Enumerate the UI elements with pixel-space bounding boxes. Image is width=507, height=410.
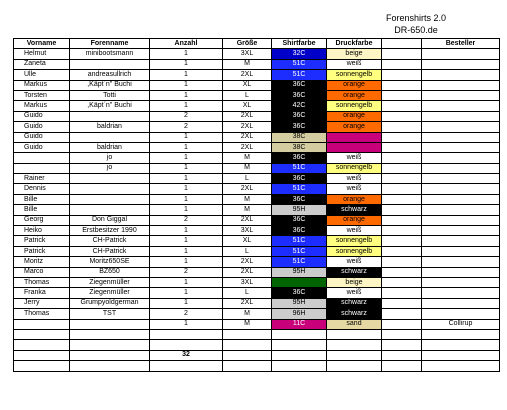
cell-anzahl: 1 bbox=[150, 277, 223, 287]
cell-groesse: M bbox=[223, 309, 272, 319]
cell-druckfarbe: weiß bbox=[327, 153, 382, 163]
cell-besteller bbox=[422, 298, 500, 308]
cell-forenname bbox=[70, 329, 150, 339]
cell-forenname bbox=[70, 205, 150, 215]
cell-anzahl: 1 bbox=[150, 288, 223, 298]
col-anzahl: Anzahl bbox=[150, 39, 223, 49]
table-row bbox=[14, 215, 500, 225]
cell-besteller bbox=[422, 132, 500, 142]
cell-shirtfarbe bbox=[272, 350, 327, 360]
cell-vorname: Georg bbox=[14, 215, 70, 225]
cell-vorname: Dennis bbox=[14, 184, 70, 194]
cell-druckfarbe: weiß bbox=[327, 59, 382, 69]
cell-empty bbox=[382, 236, 422, 246]
cell-anzahl bbox=[150, 340, 223, 350]
cell-vorname: Guido bbox=[14, 132, 70, 142]
cell-forenname: Totti bbox=[70, 90, 150, 100]
cell-anzahl: 1 bbox=[150, 226, 223, 236]
cell-druckfarbe bbox=[327, 361, 382, 371]
cell-empty bbox=[382, 215, 422, 225]
cell-druckfarbe: orange bbox=[327, 215, 382, 225]
cell-groesse: 2XL bbox=[223, 267, 272, 277]
table-row bbox=[14, 226, 500, 236]
cell-empty bbox=[382, 101, 422, 111]
cell-besteller bbox=[422, 163, 500, 173]
cell-forenname: minibootsmann bbox=[70, 49, 150, 59]
cell-empty bbox=[382, 163, 422, 173]
header-title: Forenshirts 2.0 bbox=[385, 13, 447, 23]
cell-groesse: 2XL bbox=[223, 257, 272, 267]
cell-groesse: 2XL bbox=[223, 111, 272, 121]
cell-anzahl: 2 bbox=[150, 111, 223, 121]
cell-groesse: L bbox=[223, 288, 272, 298]
cell-vorname: Rainer bbox=[14, 174, 70, 184]
table-row bbox=[14, 298, 500, 308]
cell-vorname: Zaneta bbox=[14, 59, 70, 69]
cell-shirtfarbe: 51C bbox=[272, 257, 327, 267]
cell-vorname: Guido bbox=[14, 111, 70, 121]
cell-groesse: M bbox=[223, 153, 272, 163]
cell-shirtfarbe bbox=[272, 361, 327, 371]
cell-empty bbox=[382, 277, 422, 287]
cell-vorname: Helmut bbox=[14, 49, 70, 59]
col-empty bbox=[382, 39, 422, 49]
cell-empty bbox=[382, 350, 422, 360]
cell-druckfarbe: schwarz bbox=[327, 267, 382, 277]
cell-besteller bbox=[422, 70, 500, 80]
cell-shirtfarbe: 36C bbox=[272, 194, 327, 204]
cell-druckfarbe: orange bbox=[327, 194, 382, 204]
cell-forenname bbox=[70, 340, 150, 350]
cell-anzahl: 1 bbox=[150, 319, 223, 329]
cell-empty bbox=[382, 184, 422, 194]
cell-druckfarbe: orange bbox=[327, 80, 382, 90]
cell-shirtfarbe: 36C bbox=[272, 226, 327, 236]
cell-shirtfarbe bbox=[272, 340, 327, 350]
cell-vorname: Patrick bbox=[14, 246, 70, 256]
cell-shirtfarbe: 36C bbox=[272, 80, 327, 90]
cell-besteller bbox=[422, 59, 500, 69]
cell-besteller bbox=[422, 49, 500, 59]
cell-shirtfarbe: 11C bbox=[272, 319, 327, 329]
cell-groesse: M bbox=[223, 59, 272, 69]
cell-forenname bbox=[70, 319, 150, 329]
cell-empty bbox=[382, 288, 422, 298]
cell-empty bbox=[382, 90, 422, 100]
cell-groesse: XL bbox=[223, 101, 272, 111]
cell-besteller bbox=[422, 111, 500, 121]
cell-druckfarbe: weiß bbox=[327, 257, 382, 267]
cell-empty bbox=[382, 205, 422, 215]
cell-druckfarbe bbox=[327, 329, 382, 339]
cell-shirtfarbe: 95H bbox=[272, 267, 327, 277]
cell-druckfarbe: weinrot bbox=[327, 132, 382, 142]
cell-empty bbox=[382, 226, 422, 236]
cell-besteller bbox=[422, 174, 500, 184]
header-subtitle: DR-650.de bbox=[394, 25, 438, 35]
cell-besteller bbox=[422, 236, 500, 246]
col-groesse: Größe bbox=[223, 39, 272, 49]
cell-groesse: 2XL bbox=[223, 142, 272, 152]
cell-groesse: 2XL bbox=[223, 298, 272, 308]
cell-druckfarbe: orange bbox=[327, 90, 382, 100]
cell-anzahl: 1 bbox=[150, 236, 223, 246]
cell-vorname: Jerry bbox=[14, 298, 70, 308]
cell-besteller bbox=[422, 80, 500, 90]
cell-groesse bbox=[223, 350, 272, 360]
cell-groesse: 2XL bbox=[223, 215, 272, 225]
cell-vorname: Markus bbox=[14, 80, 70, 90]
cell-shirtfarbe: 36C bbox=[272, 174, 327, 184]
cell-druckfarbe: weinrot bbox=[327, 142, 382, 152]
cell-forenname: Don Giggal bbox=[70, 215, 150, 225]
cell-anzahl bbox=[150, 329, 223, 339]
cell-vorname: Bille bbox=[14, 194, 70, 204]
cell-besteller bbox=[422, 153, 500, 163]
cell-forenname: jo bbox=[70, 153, 150, 163]
cell-empty bbox=[382, 340, 422, 350]
cell-shirtfarbe: 36C bbox=[272, 111, 327, 121]
cell-besteller bbox=[422, 277, 500, 287]
cell-shirtfarbe: 51C bbox=[272, 59, 327, 69]
cell-besteller bbox=[422, 142, 500, 152]
cell-druckfarbe: sonnengelb bbox=[327, 236, 382, 246]
cell-forenname bbox=[70, 350, 150, 360]
table-row bbox=[14, 184, 500, 194]
cell-anzahl: 1 bbox=[150, 153, 223, 163]
cell-druckfarbe: sonnengelb bbox=[327, 70, 382, 80]
cell-anzahl: 1 bbox=[150, 246, 223, 256]
cell-druckfarbe bbox=[327, 340, 382, 350]
cell-groesse: 3XL bbox=[223, 277, 272, 287]
cell-shirtfarbe: 95H bbox=[272, 298, 327, 308]
cell-forenname: andreasullrich bbox=[70, 70, 150, 80]
table-row bbox=[14, 329, 500, 339]
table-row bbox=[14, 309, 500, 319]
cell-anzahl: 2 bbox=[150, 215, 223, 225]
table-row bbox=[14, 277, 500, 287]
cell-anzahl: 1 bbox=[150, 70, 223, 80]
cell-forenname: CH-Patrick bbox=[70, 246, 150, 256]
cell-besteller bbox=[422, 288, 500, 298]
table-row bbox=[14, 59, 500, 69]
cell-anzahl: 1 bbox=[150, 298, 223, 308]
cell-besteller bbox=[422, 257, 500, 267]
cell-empty bbox=[382, 132, 422, 142]
cell-shirtfarbe: 32C bbox=[272, 49, 327, 59]
table-row bbox=[14, 132, 500, 142]
cell-besteller bbox=[422, 361, 500, 371]
cell-anzahl: 1 bbox=[150, 90, 223, 100]
cell-forenname bbox=[70, 174, 150, 184]
table-row bbox=[14, 340, 500, 350]
cell-vorname: Marco bbox=[14, 267, 70, 277]
cell-groesse: 3XL bbox=[223, 226, 272, 236]
cell-vorname: Thomas bbox=[14, 277, 70, 287]
cell-anzahl: 1 bbox=[150, 184, 223, 194]
cell-empty bbox=[382, 153, 422, 163]
cell-shirtfarbe: 38C bbox=[272, 132, 327, 142]
cell-anzahl: 2 bbox=[150, 309, 223, 319]
cell-groesse: 2XL bbox=[223, 70, 272, 80]
cell-groesse: L bbox=[223, 174, 272, 184]
cell-forenname bbox=[70, 111, 150, 121]
cell-groesse: 2XL bbox=[223, 132, 272, 142]
cell-anzahl: 1 bbox=[150, 59, 223, 69]
cell-besteller bbox=[422, 90, 500, 100]
cell-druckfarbe: sonnengelb bbox=[327, 101, 382, 111]
order-table bbox=[13, 38, 500, 372]
table-row bbox=[14, 174, 500, 184]
cell-anzahl: 1 bbox=[150, 80, 223, 90]
cell-anzahl: 1 bbox=[150, 101, 223, 111]
table-row bbox=[14, 236, 500, 246]
cell-anzahl: 2 bbox=[150, 122, 223, 132]
cell-forenname bbox=[70, 184, 150, 194]
table-row bbox=[14, 90, 500, 100]
cell-vorname: Torsten bbox=[14, 90, 70, 100]
cell-anzahl: 32 bbox=[150, 350, 223, 360]
cell-forenname: jo bbox=[70, 163, 150, 173]
cell-empty bbox=[382, 257, 422, 267]
cell-empty bbox=[382, 267, 422, 277]
cell-anzahl: 1 bbox=[150, 132, 223, 142]
cell-groesse: 2XL bbox=[223, 184, 272, 194]
cell-forenname: Moritz650SE bbox=[70, 257, 150, 267]
cell-druckfarbe: schwarz bbox=[327, 309, 382, 319]
cell-besteller bbox=[422, 350, 500, 360]
cell-shirtfarbe: 51C bbox=[272, 163, 327, 173]
col-forenname: Forenname bbox=[70, 39, 150, 49]
cell-anzahl: 1 bbox=[150, 49, 223, 59]
cell-besteller bbox=[422, 329, 500, 339]
cell-besteller bbox=[422, 101, 500, 111]
cell-besteller bbox=[422, 246, 500, 256]
table-header-row bbox=[14, 39, 500, 49]
cell-anzahl: 1 bbox=[150, 163, 223, 173]
cell-besteller bbox=[422, 122, 500, 132]
table-row bbox=[14, 246, 500, 256]
cell-groesse: M bbox=[223, 205, 272, 215]
cell-besteller bbox=[422, 267, 500, 277]
cell-empty bbox=[382, 80, 422, 90]
cell-forenname: Ziegenmüller bbox=[70, 288, 150, 298]
cell-druckfarbe: weiß bbox=[327, 288, 382, 298]
cell-vorname bbox=[14, 340, 70, 350]
cell-empty bbox=[382, 194, 422, 204]
cell-druckfarbe: orange bbox=[327, 111, 382, 121]
cell-shirtfarbe: 51C bbox=[272, 184, 327, 194]
cell-groesse bbox=[223, 340, 272, 350]
cell-vorname: Guido bbox=[14, 122, 70, 132]
cell-anzahl bbox=[150, 361, 223, 371]
cell-shirtfarbe: 51C bbox=[272, 246, 327, 256]
cell-forenname: Ziegenmüller bbox=[70, 277, 150, 287]
table-row bbox=[14, 142, 500, 152]
table-row bbox=[14, 288, 500, 298]
cell-vorname bbox=[14, 361, 70, 371]
cell-empty bbox=[382, 142, 422, 152]
cell-vorname bbox=[14, 350, 70, 360]
cell-anzahl: 1 bbox=[150, 205, 223, 215]
table-row bbox=[14, 361, 500, 371]
table-row bbox=[14, 267, 500, 277]
cell-besteller bbox=[422, 205, 500, 215]
cell-vorname bbox=[14, 319, 70, 329]
table-row bbox=[14, 163, 500, 173]
cell-vorname: Heiko bbox=[14, 226, 70, 236]
cell-empty bbox=[382, 59, 422, 69]
table-row bbox=[14, 111, 500, 121]
cell-shirtfarbe: 51C bbox=[272, 70, 327, 80]
cell-groesse: M bbox=[223, 319, 272, 329]
table-row bbox=[14, 205, 500, 215]
cell-druckfarbe: schwarz bbox=[327, 205, 382, 215]
cell-vorname: Guido bbox=[14, 142, 70, 152]
cell-forenname: baldrian bbox=[70, 122, 150, 132]
cell-groesse bbox=[223, 361, 272, 371]
cell-forenname bbox=[70, 361, 150, 371]
cell-shirtfarbe: 36C bbox=[272, 90, 327, 100]
cell-groesse: L bbox=[223, 246, 272, 256]
cell-anzahl: 1 bbox=[150, 194, 223, 204]
cell-shirtfarbe: 38C bbox=[272, 142, 327, 152]
cell-druckfarbe: weiß bbox=[327, 174, 382, 184]
cell-groesse: M bbox=[223, 194, 272, 204]
cell-forenname bbox=[70, 59, 150, 69]
cell-vorname: Ulle bbox=[14, 70, 70, 80]
cell-shirtfarbe: 36C bbox=[272, 288, 327, 298]
cell-empty bbox=[382, 361, 422, 371]
cell-shirtfarbe: 96H bbox=[272, 309, 327, 319]
cell-anzahl: 1 bbox=[150, 174, 223, 184]
cell-shirtfarbe: 36C bbox=[272, 153, 327, 163]
cell-shirtfarbe: 36C bbox=[272, 122, 327, 132]
cell-besteller bbox=[422, 340, 500, 350]
cell-anzahl: 1 bbox=[150, 257, 223, 267]
cell-empty bbox=[382, 111, 422, 121]
cell-vorname: Bille bbox=[14, 205, 70, 215]
cell-druckfarbe bbox=[327, 350, 382, 360]
table-row bbox=[14, 319, 500, 329]
cell-forenname: baldrian bbox=[70, 142, 150, 152]
cell-besteller bbox=[422, 194, 500, 204]
cell-anzahl: 2 bbox=[150, 267, 223, 277]
cell-forenname: BZ650 bbox=[70, 267, 150, 277]
cell-empty bbox=[382, 246, 422, 256]
cell-druckfarbe: sand bbox=[327, 319, 382, 329]
cell-groesse: L bbox=[223, 90, 272, 100]
cell-empty bbox=[382, 49, 422, 59]
cell-shirtfarbe: 95H bbox=[272, 205, 327, 215]
cell-anzahl: 1 bbox=[150, 142, 223, 152]
cell-shirtfarbe: 51C bbox=[272, 236, 327, 246]
cell-groesse bbox=[223, 329, 272, 339]
cell-forenname: Erstbesitzer 1990 bbox=[70, 226, 150, 236]
cell-besteller bbox=[422, 215, 500, 225]
cell-druckfarbe: weiß bbox=[327, 184, 382, 194]
cell-shirtfarbe: 42C bbox=[272, 101, 327, 111]
cell-shirtfarbe: 36C bbox=[272, 215, 327, 225]
cell-forenname: Grumpyoldgerman bbox=[70, 298, 150, 308]
cell-vorname: Patrick bbox=[14, 236, 70, 246]
cell-forenname: ,Käpt´n" Buchi bbox=[70, 80, 150, 90]
cell-druckfarbe: beige bbox=[327, 277, 382, 287]
cell-groesse: 3XL bbox=[223, 49, 272, 59]
cell-besteller bbox=[422, 226, 500, 236]
cell-empty bbox=[382, 309, 422, 319]
cell-groesse: XL bbox=[223, 80, 272, 90]
cell-empty bbox=[382, 174, 422, 184]
cell-besteller: Collirup bbox=[422, 319, 500, 329]
cell-forenname bbox=[70, 194, 150, 204]
cell-besteller bbox=[422, 309, 500, 319]
table-row bbox=[14, 49, 500, 59]
cell-vorname bbox=[14, 163, 70, 173]
table-row bbox=[14, 101, 500, 111]
cell-besteller bbox=[422, 184, 500, 194]
cell-vorname bbox=[14, 329, 70, 339]
cell-forenname: CH-Patrick bbox=[70, 236, 150, 246]
cell-empty bbox=[382, 70, 422, 80]
cell-vorname bbox=[14, 153, 70, 163]
cell-vorname: Franka bbox=[14, 288, 70, 298]
cell-druckfarbe: beige bbox=[327, 49, 382, 59]
cell-forenname bbox=[70, 132, 150, 142]
cell-druckfarbe: weiß bbox=[327, 226, 382, 236]
cell-druckfarbe: orange bbox=[327, 122, 382, 132]
col-shirtfarbe: Shirtfarbe bbox=[272, 39, 327, 49]
cell-vorname: Markus bbox=[14, 101, 70, 111]
cell-druckfarbe: sonnengelb bbox=[327, 246, 382, 256]
cell-empty bbox=[382, 329, 422, 339]
cell-forenname: ,Käpt´n" Buchi bbox=[70, 101, 150, 111]
cell-shirtfarbe bbox=[272, 329, 327, 339]
table-row bbox=[14, 350, 500, 360]
cell-vorname: Thomas bbox=[14, 309, 70, 319]
col-druckfarbe: Druckfarbe bbox=[327, 39, 382, 49]
cell-shirtfarbe bbox=[272, 277, 327, 287]
cell-empty bbox=[382, 298, 422, 308]
cell-groesse: 2XL bbox=[223, 122, 272, 132]
col-besteller: Besteller bbox=[422, 39, 500, 49]
cell-druckfarbe: schwarz bbox=[327, 298, 382, 308]
table-row bbox=[14, 80, 500, 90]
table-row bbox=[14, 194, 500, 204]
table-row bbox=[14, 257, 500, 267]
cell-druckfarbe: sonnengelb bbox=[327, 163, 382, 173]
document-header bbox=[366, 12, 466, 36]
table-row bbox=[14, 122, 500, 132]
cell-vorname: Moritz bbox=[14, 257, 70, 267]
cell-empty bbox=[382, 122, 422, 132]
cell-forenname: TST bbox=[70, 309, 150, 319]
cell-groesse: M bbox=[223, 163, 272, 173]
table-row bbox=[14, 153, 500, 163]
cell-groesse: XL bbox=[223, 236, 272, 246]
col-vorname: Vorname bbox=[14, 39, 70, 49]
cell-empty bbox=[382, 319, 422, 329]
table-row bbox=[14, 70, 500, 80]
